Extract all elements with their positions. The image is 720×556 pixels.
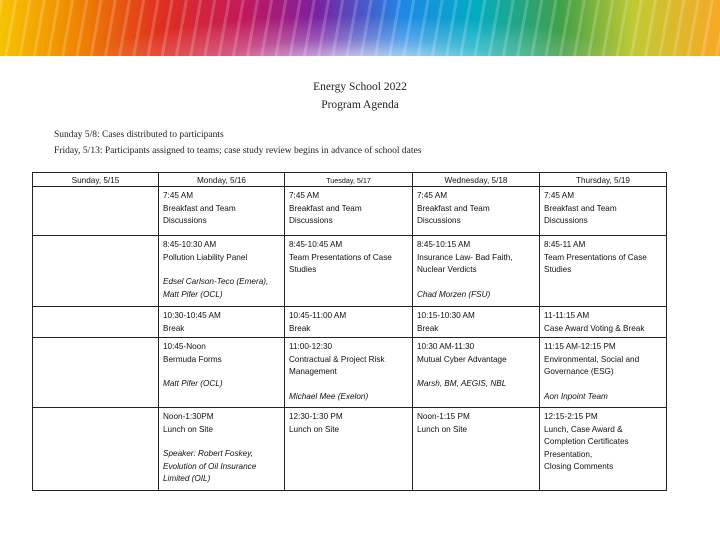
session-text: Lunch, Case Award & [544, 424, 623, 434]
note-sunday: Sunday 5/8: Cases distributed to participants [54, 130, 224, 140]
agenda-cell-wednesday [413, 236, 540, 307]
session-speaker [163, 378, 280, 391]
session-text: Presentation, [544, 449, 593, 459]
session-time: 12:30-1:30 PM [289, 412, 343, 421]
session-text: Discussions [163, 216, 207, 225]
agenda-cell-thursday [540, 408, 667, 491]
agenda-row [33, 408, 667, 491]
session-text: Lunch on Site [289, 424, 340, 434]
speaker-line: Matt Pifer (OCL) [163, 379, 223, 388]
session-text: Team Presentations of Case [289, 252, 392, 262]
column-header-thursday: Thursday, 5/19 [540, 173, 667, 187]
speaker-line: Limited (OIL) [163, 474, 211, 483]
session-time: 11:15 AM-12:15 PM [544, 342, 616, 351]
session-speaker [417, 289, 535, 302]
agenda-cell-monday [159, 307, 285, 338]
session-text: Studies [289, 265, 317, 274]
session-time: 11-11:15 AM [544, 311, 590, 320]
session-text: Break [289, 323, 311, 333]
session-text: Studies [544, 265, 572, 274]
session-text: Breakfast and Team [289, 203, 362, 213]
column-header-wednesday: Wednesday, 5/18 [413, 173, 540, 187]
session-time: 7:45 AM [289, 191, 320, 200]
agenda-cell-wednesday [413, 338, 540, 408]
session-time: 8:45-11 AM [544, 240, 586, 249]
session-time: 11:00-12:30 [289, 342, 333, 351]
session-time: Noon-1:15 PM [417, 412, 470, 421]
session-time: 10:15-10:30 AM [417, 311, 475, 320]
column-header-monday: Monday, 5/16 [159, 173, 285, 187]
session-text: Discussions [544, 216, 588, 225]
agenda-cell-monday [159, 408, 285, 491]
session-time: 10:30 AM-11:30 [417, 342, 475, 351]
session-time: 8:45-10:30 AM [163, 240, 217, 249]
session-text: Bermuda Forms [163, 354, 222, 364]
session-text: Team Presentations of Case [544, 252, 647, 262]
session-time: 12:15-2:15 PM [544, 412, 598, 421]
agenda-cell-monday [159, 338, 285, 408]
session-text: Insurance Law- Bad Faith, [417, 252, 513, 262]
agenda-cell-thursday [540, 307, 667, 338]
agenda-row [33, 307, 667, 338]
agenda-row [33, 338, 667, 408]
session-text: Nuclear Verdicts [417, 265, 477, 274]
agenda-header-row [33, 173, 667, 187]
agenda-cell-wednesday [413, 307, 540, 338]
session-text: Break [417, 323, 439, 333]
speaker-line: Chad Morzen (FSU) [417, 289, 491, 299]
session-time: Noon-1:30PM [163, 412, 214, 421]
session-text: Discussions [289, 216, 333, 225]
agenda-cell-tuesday [285, 408, 413, 491]
agenda-table [32, 172, 667, 491]
agenda-cell-tuesday [285, 338, 413, 408]
agenda-cell-thursday [540, 187, 667, 236]
session-text: Environmental, Social and [544, 354, 640, 364]
agenda-cell-tuesday [285, 307, 413, 338]
session-text: Breakfast and Team [163, 203, 236, 213]
agenda-cell-tuesday [285, 236, 413, 307]
agenda-cell-monday [159, 187, 285, 236]
agenda-cell-thursday [540, 236, 667, 307]
session-speaker [163, 448, 280, 486]
session-text: Management [289, 367, 337, 376]
session-time: 10:45-11:00 AM [289, 311, 347, 320]
agenda-cell-monday [159, 236, 285, 307]
session-text: Contractual & Project Risk [289, 354, 385, 364]
session-speaker [163, 276, 280, 301]
session-time: 7:45 AM [417, 191, 448, 200]
session-text: Pollution Liability Panel [163, 252, 248, 262]
agenda-row [33, 187, 667, 236]
session-text: Case Award Voting & Break [544, 323, 645, 333]
session-text: Closing Comments [544, 462, 614, 471]
agenda-cell-sunday [33, 236, 159, 307]
session-speaker [417, 378, 535, 391]
session-text: Breakfast and Team [544, 203, 617, 213]
agenda-cell-tuesday [285, 187, 413, 236]
speaker-line: Evolution of Oil Insurance [163, 461, 257, 471]
column-header-sunday: Sunday, 5/15 [33, 173, 159, 187]
session-text: Lunch on Site [163, 424, 214, 434]
speaker-line: Aon Inpoint Team [544, 391, 608, 401]
session-time: 10:45-Noon [163, 342, 206, 351]
session-text: Lunch on Site [417, 424, 468, 434]
speaker-line: Matt Pifer (OCL) [163, 289, 223, 299]
speaker-line: Speaker: Robert Foskey, [163, 449, 253, 458]
note-friday: Friday, 5/13: Participants assigned to teams; case study review begins in advance of school dates [54, 146, 422, 156]
agenda-cell-sunday [33, 408, 159, 491]
session-time: 7:45 AM [163, 191, 194, 200]
agenda-cell-wednesday [413, 408, 540, 491]
session-text: Completion Certificates [544, 437, 629, 446]
session-time: 8:45-10:15 AM [417, 240, 471, 249]
agenda-row [33, 236, 667, 307]
session-speaker [289, 391, 408, 404]
agenda-body [33, 187, 667, 491]
session-text: Mutual Cyber Advantage [417, 354, 507, 364]
rainbow-banner [0, 0, 720, 56]
session-time: 7:45 AM [544, 191, 575, 200]
speaker-line: Marsh, BM, AEGIS, NBL [417, 379, 507, 388]
agenda-cell-sunday [33, 307, 159, 338]
session-text: Breakfast and Team [417, 203, 490, 213]
session-text: Governance (ESG) [544, 367, 614, 376]
session-speaker [544, 391, 662, 404]
agenda-cell-wednesday [413, 187, 540, 236]
session-time: 10:30-10:45 AM [163, 311, 221, 320]
speaker-line: Edsel Carlson-Teco (Emera), [163, 277, 269, 286]
document-subtitle: Program Agenda [321, 99, 399, 111]
session-text: Break [163, 323, 185, 333]
document-title: Energy School 2022 [313, 81, 407, 93]
session-text: Discussions [417, 216, 461, 225]
agenda-cell-thursday [540, 338, 667, 408]
session-time: 8:45-10:45 AM [289, 240, 343, 249]
column-header-tuesday: Tuesday, 5/17 [285, 173, 413, 187]
speaker-line: Michael Mee (Exelon) [289, 391, 369, 401]
agenda-cell-sunday [33, 187, 159, 236]
agenda-cell-sunday [33, 338, 159, 408]
